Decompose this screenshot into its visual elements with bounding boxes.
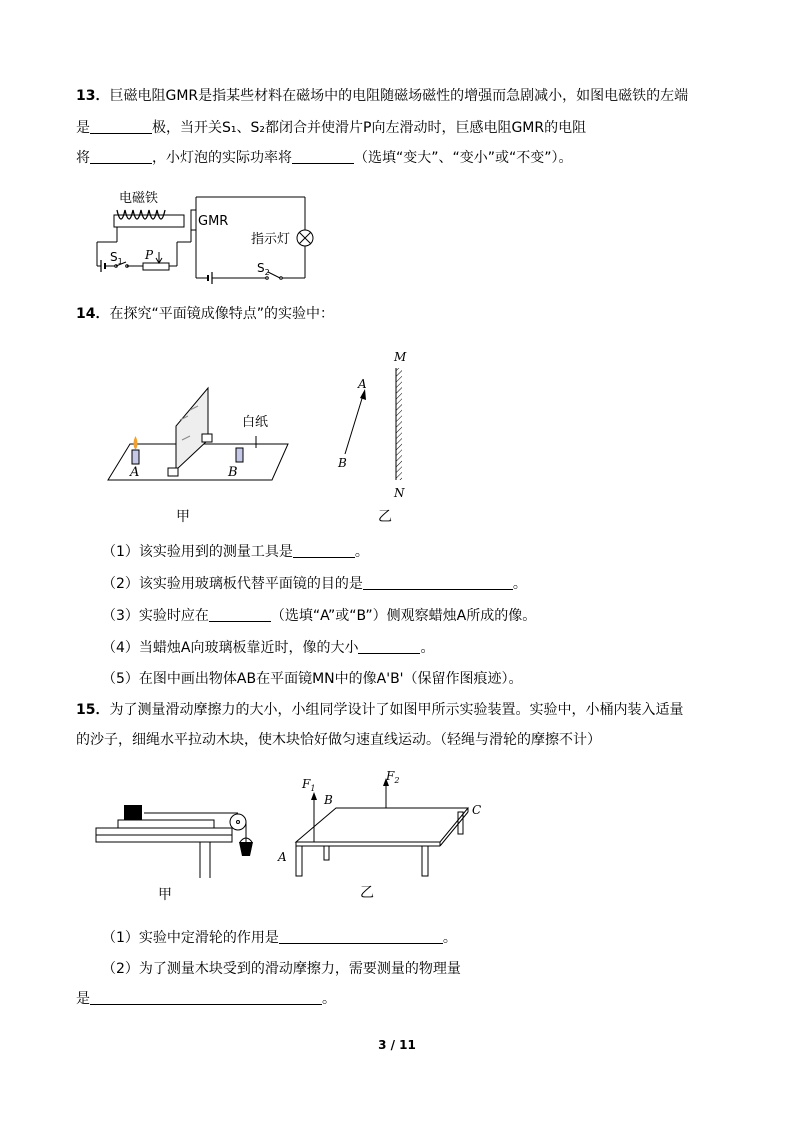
q14-sub5: （5）在图中画出物体AB在平面镜MN中的像A'B'（保留作图痕迹）。 xyxy=(102,671,523,687)
q15-blank-2[interactable] xyxy=(90,990,322,1005)
pulley xyxy=(230,814,246,830)
arrow-f1 xyxy=(311,792,317,800)
q15-blank-1[interactable] xyxy=(279,929,443,944)
q14-blank-3[interactable] xyxy=(209,607,271,622)
q15-line2: 的沙子，细绳水平拉动木块，使木块恰好做匀速直线运动。（轻绳与滑轮的摩擦不计） xyxy=(76,732,601,748)
q14-blank-2[interactable] xyxy=(363,575,513,590)
candle-b xyxy=(236,448,243,462)
label-paper: 白纸 xyxy=(242,415,269,430)
q13-blank-power[interactable] xyxy=(292,149,354,164)
q15-sub2-cont: 是 。 xyxy=(76,991,336,1007)
flame-icon xyxy=(134,436,138,450)
candle-a xyxy=(132,450,139,464)
q14-sub1: （1）该实验用到的测量工具是 。 xyxy=(102,544,369,560)
label-s2: $S_2$ xyxy=(257,261,270,277)
label-b: B xyxy=(228,465,238,480)
q15-line1: 15．为了测量滑动摩擦力的大小，小组同学设计了如图甲所示实验装置。实验中，小桶内装入适量 xyxy=(76,702,684,718)
q13-line2: 是 极，当开关S₁、S₂都闭合并使滑片P向左滑动时，巨感电阻GMR的电阻 xyxy=(76,120,587,136)
caption-jia-14: 甲 xyxy=(176,509,190,525)
q13-blank-resistance[interactable] xyxy=(90,149,152,164)
bucket xyxy=(239,842,253,856)
wood-block xyxy=(124,805,142,820)
label-a: A xyxy=(130,465,140,480)
q14-sub2: （2）该实验用玻璃板代替平面镜的目的是 。 xyxy=(102,576,527,592)
label-f1: $F_1$ xyxy=(302,777,316,793)
label-b: B xyxy=(338,456,347,470)
q14-stem: 14．在探究“平面镜成像特点”的实验中： xyxy=(76,306,334,322)
label-f2: $F_2$ xyxy=(386,769,400,785)
glass-plate xyxy=(176,388,208,470)
q14-blank-4[interactable] xyxy=(358,639,420,654)
q15-figure-yi xyxy=(272,766,492,882)
label-m: M xyxy=(394,350,407,364)
table xyxy=(296,808,468,842)
label-a: A xyxy=(278,850,287,864)
label-electromagnet: 电磁铁 xyxy=(119,191,159,206)
q14-number: 14． xyxy=(76,306,110,322)
q14-figure-jia xyxy=(100,380,300,485)
q15-figure-jia xyxy=(92,800,262,880)
label-gmr: GMR xyxy=(198,214,229,229)
caption-yi-14: 乙 xyxy=(378,509,392,525)
q15-number: 15． xyxy=(76,702,110,718)
q13-circuit-figure xyxy=(85,186,315,286)
label-b: B xyxy=(324,793,333,807)
q14-sub3: （3）实验时应在 （选填“A”或“B”）侧观察蜡烛A所成的像。 xyxy=(102,608,537,624)
q15-sub1: （1）实验中定滑轮的作用是 。 xyxy=(102,930,457,946)
caption-jia-15: 甲 xyxy=(158,887,172,903)
label-n: N xyxy=(394,486,405,500)
object-ab xyxy=(345,392,364,454)
q13-line1: 13．巨磁电阻GMR是指某些材料在磁场中的电阻随磁场磁性的增强而急剧减小，如图电磁铁的左端 xyxy=(76,88,689,104)
label-c: C xyxy=(472,803,482,817)
board xyxy=(118,820,214,828)
q13-blank-pole[interactable] xyxy=(90,119,152,134)
label-lamp: 指示灯 xyxy=(251,232,291,247)
label-p: P xyxy=(145,248,154,262)
caption-yi-15: 乙 xyxy=(360,885,374,901)
label-s1: $S_1$ xyxy=(110,250,123,266)
label-a: A xyxy=(358,377,367,391)
q15-sub2: （2）为了测量木块受到的滑动摩擦力，需要测量的物理量 xyxy=(102,961,461,977)
q14-blank-1[interactable] xyxy=(293,543,355,558)
q14-figure-yi xyxy=(330,346,420,506)
electromagnet-core xyxy=(114,215,184,227)
q13-line3: 将 ，小灯泡的实际功率将 （选填“变大”、“变小”或“不变”）。 xyxy=(76,150,573,166)
q13-number: 13． xyxy=(76,88,110,104)
page-number: 3 / 11 xyxy=(378,1038,416,1052)
q14-sub4: （4）当蜡烛A向玻璃板靠近时，像的大小 。 xyxy=(102,640,435,656)
